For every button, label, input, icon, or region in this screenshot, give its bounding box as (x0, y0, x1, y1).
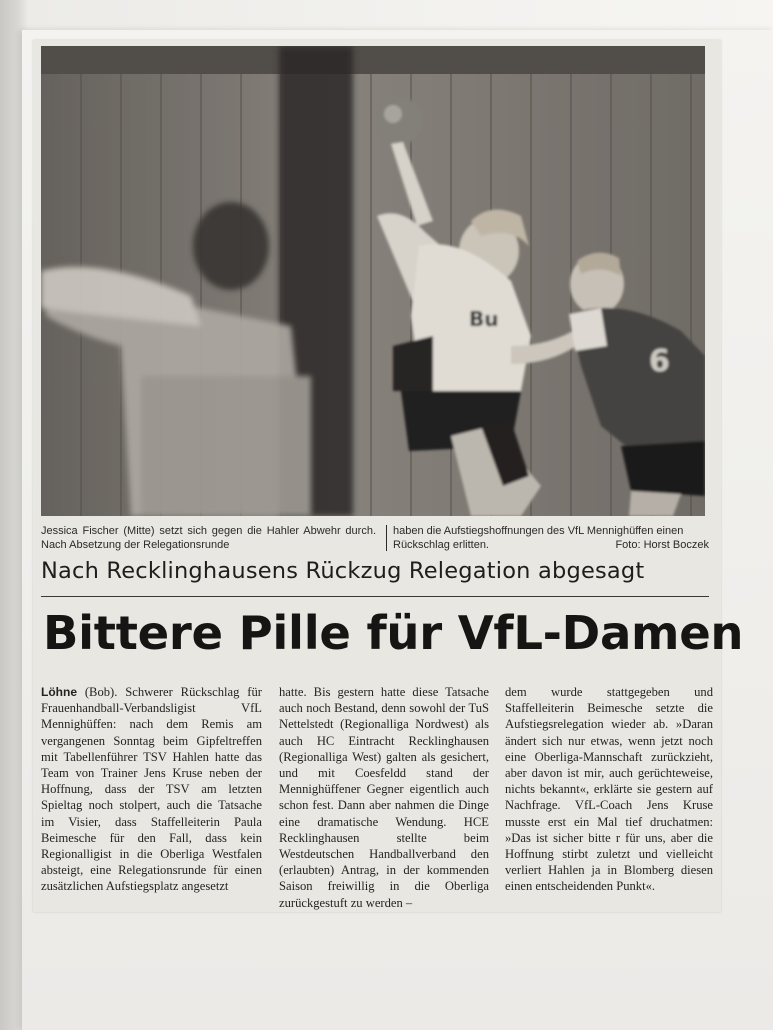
newspaper-clipping (33, 40, 744, 912)
caption-left: Jessica Fischer (Mitte) setzt sich gegen die Hahler Abwehr durch. Nach Absetzung der Relegationsrunde (41, 525, 376, 551)
dateline: Löhne (41, 685, 77, 699)
photo-caption (41, 524, 709, 554)
handball-photo (41, 46, 705, 516)
subheadline: Nach Recklinghausens Rückzug Relegation abgesagt (41, 558, 645, 584)
photo-credit: Foto: Horst Boczek (615, 539, 709, 551)
jersey-number: 6 (649, 344, 670, 379)
jersey-print: Bu (469, 307, 499, 331)
article-column-1 (41, 684, 262, 904)
headline: Bittere Pille für VfL-Damen (43, 606, 744, 660)
article-column-2: hatte. Bis gestern hatte diese Tatsache auch noch Bestand, denn sowohl der TuS Nettelstedt (Regionalliga Nordwest) als auch HC Eintracht Recklinghausen (Regionalliga West) galten als gesichert, und mit Coesfeldd stand der Mennighüffener Gegner eigentlich auch schon fest. Dann aber nahmen die Dinge eine dramatische Wendung. HCE Recklinghausen stellte beim Westdeutschen Handballverband den (erlaubten) Antrag, in der kommenden Saison freiwillig in die Oberliga zurückgestuft zu werden – (279, 685, 489, 910)
article-column-3: dem wurde stattgegeben und Staffelleiterin Beimesche setzte die Aufstiegsrelegation wieder ab. »Daran ändert sich nur etwas, wenn jetzt noch eine Oberliga-Mannschaft zurückzieht, aber davon ist mir, auch gerüchteweise, nichts bekannt«, erklärte sie gestern auf Nachfrage. VfL-Coach Jens Kruse musste erst ein Mal tief druchatmen: »Das ist sicher bitte r für uns, aber die Hoffnung stirbt zuletzt und vielleicht verliert Hahlen ja in Blomberg diesen einen entscheidenden Punkt«. (505, 685, 713, 894)
divider-rule (41, 596, 709, 597)
caption-right: haben die Aufstiegshoffnungen des VfL Mennighüffen einen Rückschlag erlitten. (393, 525, 684, 551)
caption-divider (386, 525, 387, 551)
column-1-text: (Bob). Schwerer Rückschlag für Frauenhandball-Verbandsligist VfL Mennighüffen: nach dem Remis am vergangenen Sonntag beim Gipfeltreffen mit Tabellenführer TSV Hahlen hatte das Team von Trainer Jens Kruse neben der Hoffnung, dass der TSV am letzten Spieltag noch stolpert, auch die Tatsache im Visier, dass Staffelleiterin Paula Beimesche für den Fall, dass kein Regionalligist in die Oberliga Westfalen absteigt, eine Relegationsrunde für einen zusätzlichen Aufstiegsplatz angesetzt (41, 685, 262, 894)
